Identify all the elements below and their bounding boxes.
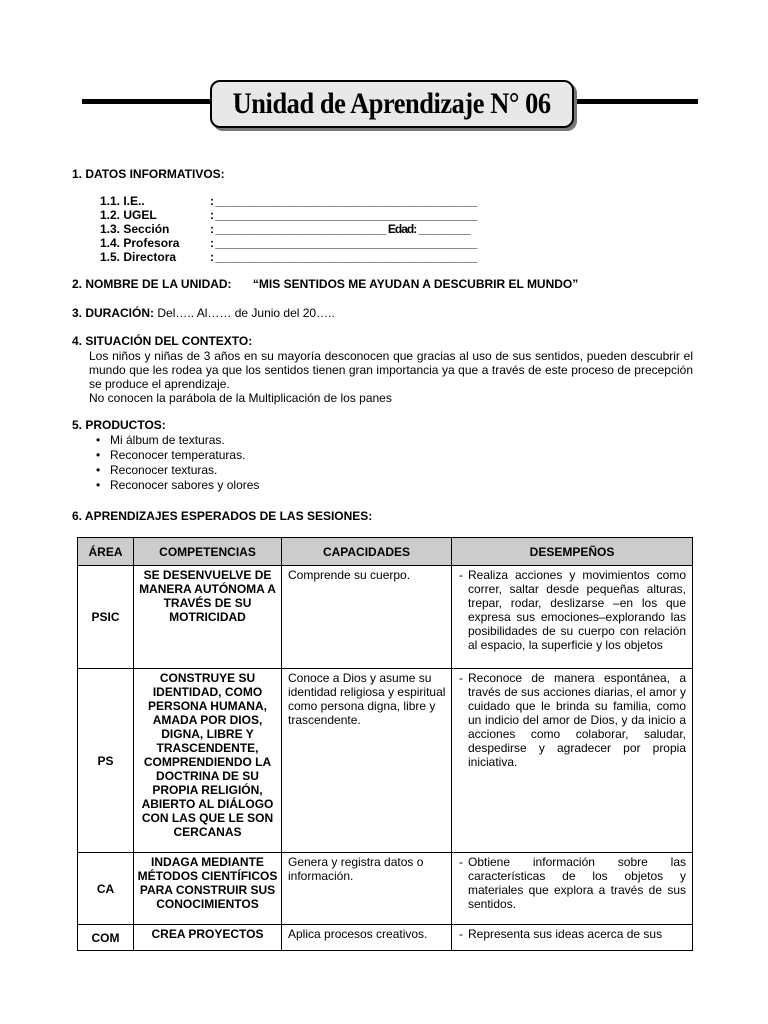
nombre-value: “MIS SENTIDOS ME AYUDAN A DESCUBRIR EL MUNDO”: [252, 277, 579, 291]
header-competencias: COMPETENCIAS: [134, 538, 282, 566]
context-paragraph: No conocen la parábola de la Multiplicación de los panes: [89, 391, 392, 405]
header-desempenos: DESEMPEÑOS: [452, 538, 693, 566]
list-item: • Reconocer sabores y olores: [96, 478, 259, 493]
list-item: • Mi álbum de texturas.: [96, 433, 259, 448]
header-area: ÁREA: [78, 538, 134, 566]
cell-area: COM: [78, 925, 134, 951]
section-productos: 5. PRODUCTOS:: [72, 418, 166, 432]
info-label: 1.3. Sección: [100, 222, 170, 236]
section-contexto: 4. SITUACIÓN DEL CONTEXTO:: [72, 334, 253, 348]
cell-capacidad: Aplica procesos creativos.: [282, 925, 452, 951]
page-title: Unidad de Aprendizaje N° 06: [233, 87, 551, 120]
table-row: [78, 925, 693, 951]
cell-area: PS: [78, 669, 134, 853]
info-label: 1.5. Directora: [100, 250, 177, 264]
cell-capacidad: Comprende su cuerpo.: [282, 566, 452, 669]
duracion-value: Del….. Al…… de Junio del 20…..: [157, 306, 335, 320]
desempeno-text: Realiza acciones y movimientos como correr, saltar desde pequeñas alturas, trepar, rodar, deslizarse –en los que expresa sus emociones–explorando las posibilidades de su cuerpo con relación al espacio, la superficie y los objetos: [468, 568, 686, 652]
desempeno-text: Representa sus ideas acerca de sus: [468, 927, 663, 941]
desempeno-text: Reconoce de manera espontánea, a través de sus acciones diarias, el amor y cuidado que le brinda su familia, como un indicio del amor de Dios, y da inicio a acciones como colaborar, saludar, despedirse y agradecer por propia iniciativa.: [468, 671, 686, 769]
table-header-row: [78, 538, 693, 566]
cell-capacidad: Conoce a Dios y asume su identidad religiosa y espiritual como persona digna, libre y trascendente.: [282, 669, 452, 853]
nombre-label: 2. NOMBRE DE LA UNIDAD:: [72, 277, 232, 291]
info-value: : ______________________________________________: [210, 250, 477, 264]
cell-desempeno: - Representa sus ideas acerca de sus: [452, 925, 693, 951]
list-item: • Reconocer temperaturas.: [96, 448, 259, 463]
info-value: : ______________________________________________: [210, 236, 477, 250]
learning-table: [77, 537, 693, 951]
header-capacidades: CAPACIDADES: [282, 538, 452, 566]
cell-area: CA: [78, 853, 134, 925]
context-paragraph: Los niños y niñas de 3 años en su mayoría desconocen que gracias al uso de sus sentidos, pueden descubrir el mundo que les rodea ya que los sentidos tienen gran importancia ya que a través de este proceso de precepción se produce el aprendizaje.: [89, 349, 693, 391]
table-row: [78, 669, 693, 853]
info-label: 1.2. UGEL: [100, 208, 157, 222]
list-item: • Reconocer texturas.: [96, 463, 259, 478]
info-value: : ______________________________________________: [210, 208, 477, 222]
duracion-label: 3. DURACIÓN:: [72, 306, 155, 320]
info-value: : ______________________________ Edad: _________: [210, 222, 470, 236]
context-text: [89, 349, 693, 405]
cell-competencia: CREA PROYECTOS: [134, 925, 282, 951]
cell-capacidad: Genera y registra datos o información.: [282, 853, 452, 925]
cell-desempeno: - Reconoce de manera espontánea, a través de sus acciones diarias, el amor y cuidado que le brinda su familia, como un indicio del amor de Dios, y da inicio a acciones como colaborar, saludar, despedirse y agradecer por propia iniciativa.: [452, 669, 693, 853]
cell-desempeno: - Obtiene información sobre las características de los objetos y materiales que explora a través de sus sentidos.: [452, 853, 693, 925]
cell-competencia: INDAGA MEDIANTE MÉTODOS CIENTÍFICOS PARA CONSTRUIR SUS CONOCIMIENTOS: [134, 853, 282, 925]
section-duracion: [72, 306, 335, 320]
products-list: [96, 433, 259, 493]
cell-desempeno: - Realiza acciones y movimientos como correr, saltar desde pequeñas alturas, trepar, rodar, deslizarse –en los que expresa sus emociones–explorando las posibilidades de su cuerpo con relación al espacio, la superficie y los objetos: [452, 566, 693, 669]
table-row: [78, 853, 693, 925]
cell-area: PSIC: [78, 566, 134, 669]
table-row: [78, 566, 693, 669]
desempeno-text: Obtiene información sobre las características de los objetos y materiales que explora a través de sus sentidos.: [468, 855, 686, 911]
info-label: 1.4. Profesora: [100, 236, 180, 250]
cell-competencia: CONSTRUYE SU IDENTIDAD, COMO PERSONA HUMANA, AMADA POR DIOS, DIGNA, LIBRE Y TRASCENDENTE, COMPRENDIENDO LA DOCTRINA DE SU PROPIA RELIGIÓN, ABIERTO AL DIÁLOGO CON LAS QUE LE SON CERCANAS: [134, 669, 282, 853]
info-value: : ______________________________________________: [210, 194, 477, 208]
section-nombre: [72, 277, 578, 291]
title-box: [210, 80, 574, 128]
info-label: 1.1. I.E..: [100, 194, 145, 208]
section-aprendizajes: 6. APRENDIZAJES ESPERADOS DE LAS SESIONES:: [72, 509, 373, 523]
section-datos: 1. DATOS INFORMATIVOS:: [72, 167, 225, 181]
cell-competencia: SE DESENVUELVE DE MANERA AUTÓNOMA A TRAVÉS DE SU MOTRICIDAD: [134, 566, 282, 669]
